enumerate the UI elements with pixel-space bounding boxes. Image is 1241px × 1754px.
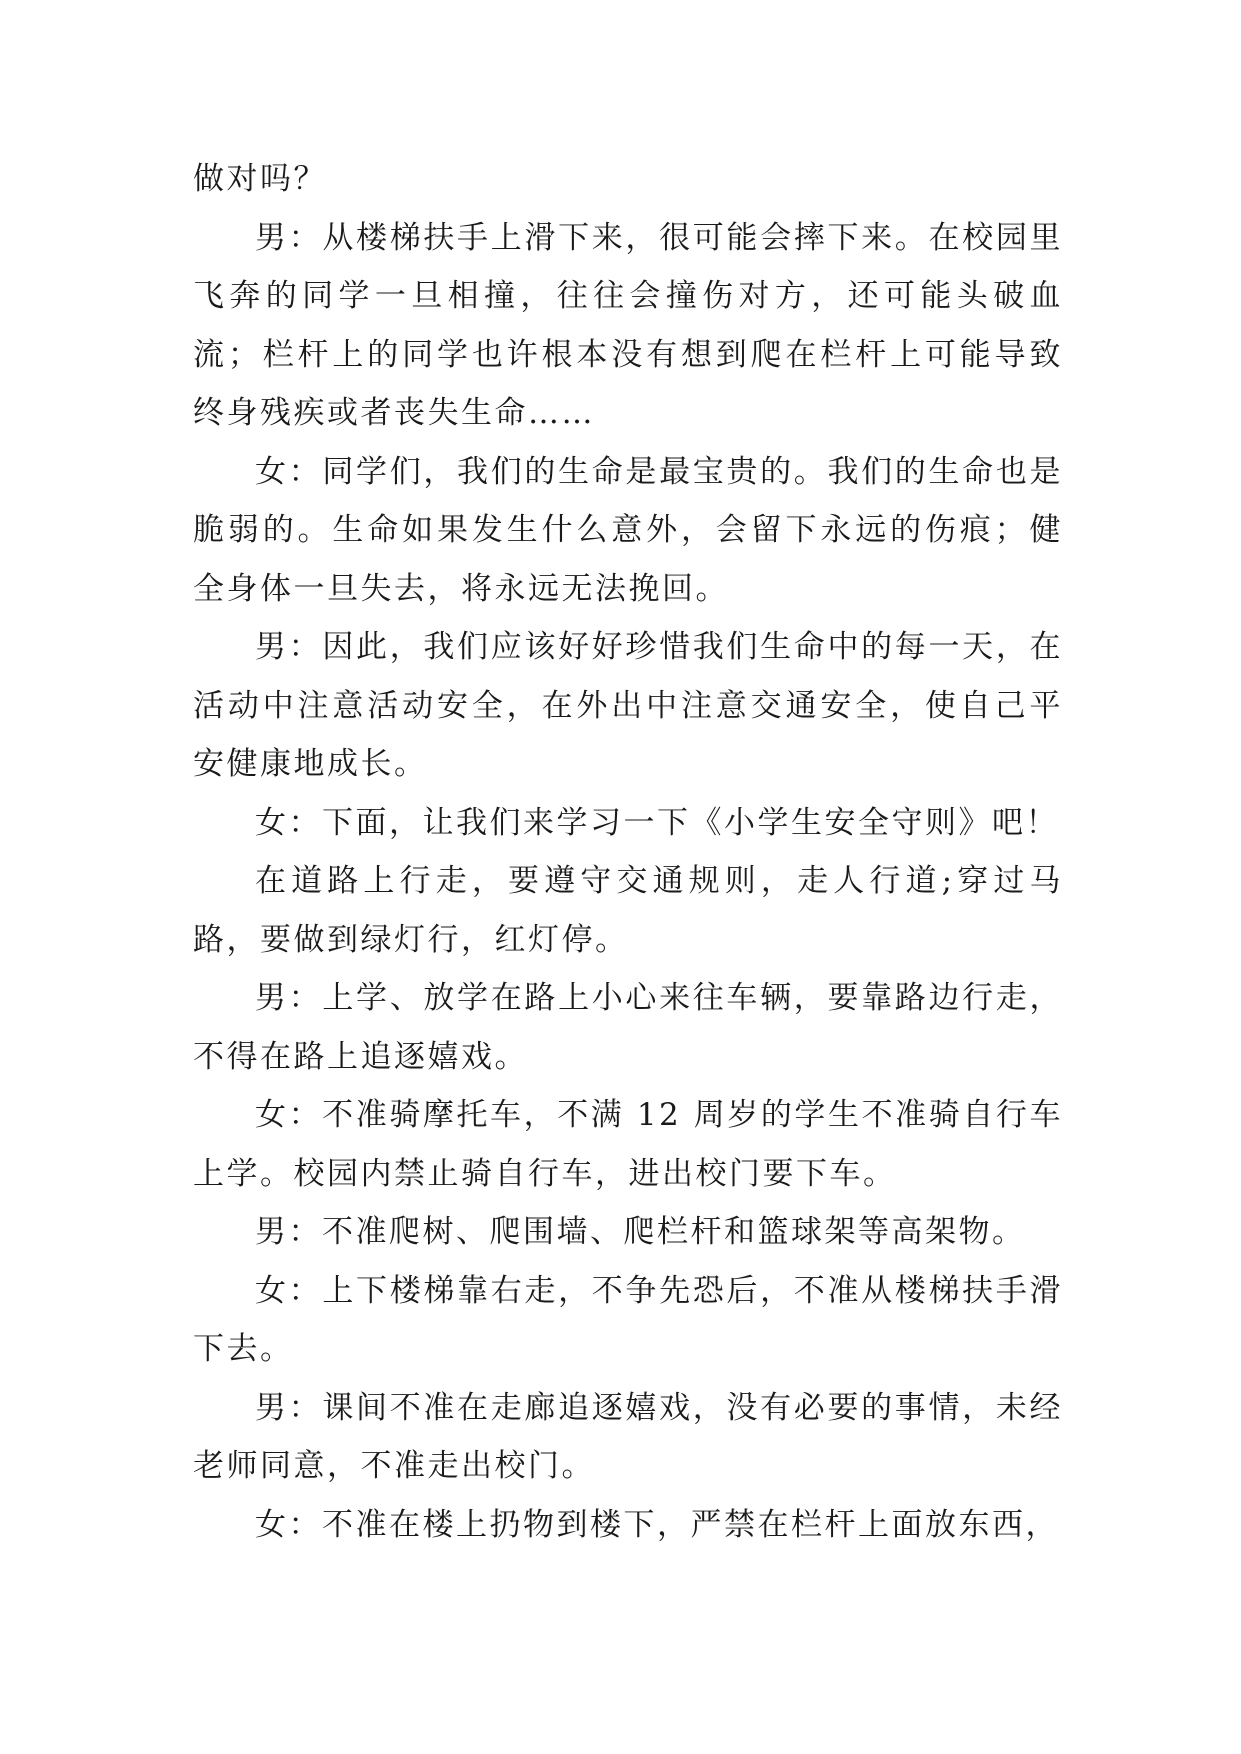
paragraph-male-4: 男：不准爬树、爬围墙、爬栏杆和篮球架等高架物。 xyxy=(255,1214,1026,1250)
paragraph-male-2: 男：因此，我们应该好好珍惜我们生命中的每一天，在活动中注意活动安全，在外出中注意交通安全，使自己平安健康地成长。 xyxy=(193,629,1063,782)
paragraph-male-1: 男：从楼梯扶手上滑下来，很可能会摔下来。在校园里飞奔的同学一旦相撞，往往会撞伤对方，还可能头破血流；栏杆上的同学也许根本没有想到爬在栏杆上可能导致终身残疾或者丧失生命…… xyxy=(193,219,1063,431)
paragraph-male-5: 男：课间不准在走廊追逐嬉戏，没有必要的事情，未经老师同意，不准走出校门。 xyxy=(193,1389,1063,1484)
paragraph-female-5: 女：不准在楼上扔物到楼下，严禁在栏杆上面放东西， xyxy=(255,1506,1059,1543)
paragraph-female-4: 女：上下楼梯靠右走，不争先恐后，不准从楼梯扶手滑下去。 xyxy=(193,1272,1063,1367)
paragraph-rule-1: 在道路上行走，要遵守交通规则，走人行道;穿过马路，要做到绿灯行，红灯停。 xyxy=(193,863,1063,958)
paragraph-continuation: 做对吗？ xyxy=(193,161,327,197)
paragraph-female-3: 女：不准骑摩托车，不满 12 周岁的学生不准骑自行车上学。校园内禁止骑自行车，进出校门要下车。 xyxy=(193,1097,1063,1192)
paragraph-male-3: 男：上学、放学在路上小心来往车辆，要靠路边行走，不得在路上追逐嬉戏。 xyxy=(193,980,1063,1075)
paragraph-female-2: 女：下面，让我们来学习一下《小学生安全守则》吧！ xyxy=(255,804,1059,841)
document-body xyxy=(193,150,1063,1554)
paragraph-female-1: 女：同学们，我们的生命是最宝贵的。我们的生命也是脆弱的。生命如果发生什么意外，会留下永远的伤痕；健全身体一旦失去，将永远无法挽回。 xyxy=(193,453,1063,607)
